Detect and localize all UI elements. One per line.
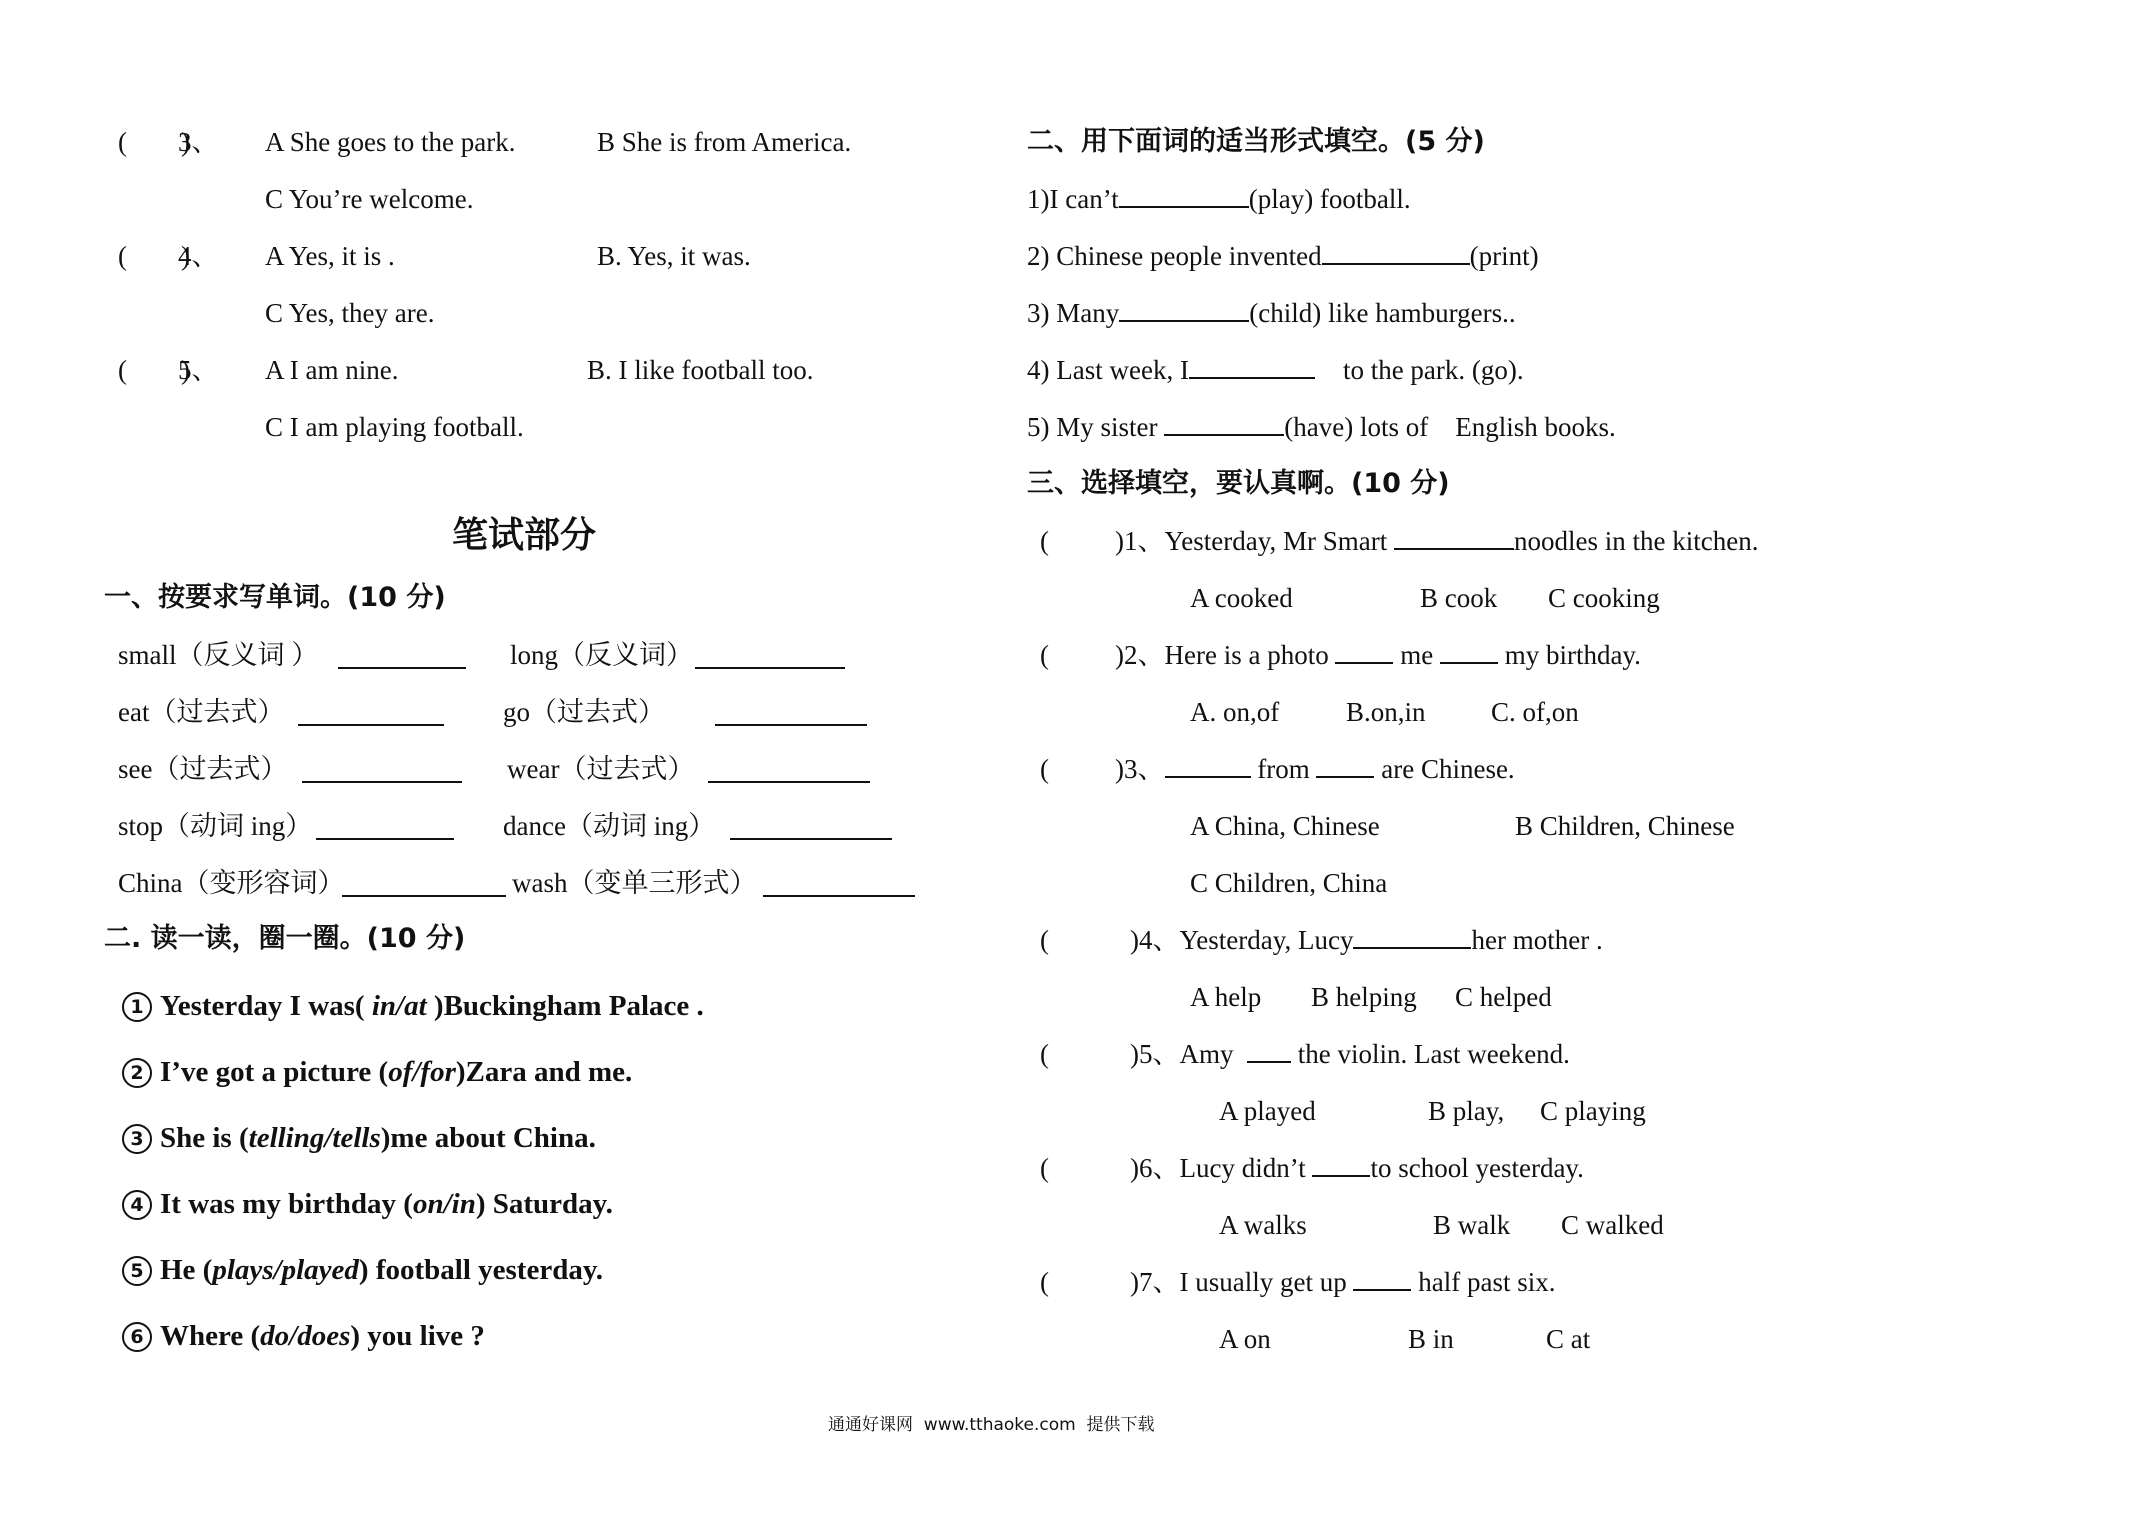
choice-options[interactable]: on/in bbox=[412, 1188, 476, 1220]
answer-blank[interactable] bbox=[763, 895, 915, 897]
option-b: B Children, Chinese bbox=[1515, 811, 1735, 841]
word-prompt: eat（过去式） bbox=[118, 697, 285, 727]
word-prompt: wash（变单三形式） bbox=[512, 868, 757, 898]
circle-item: 6 Where (do/does) you live ? bbox=[122, 1319, 485, 1353]
answer-paren[interactable]: ( bbox=[1040, 754, 1049, 784]
answer-blank[interactable] bbox=[1165, 754, 1251, 778]
fill-item: 1)I can’t (play) football. bbox=[1027, 184, 1411, 214]
option-a: A She goes to the park. bbox=[265, 127, 516, 157]
fill-heading: 二、用下面词的适当形式填空。(5 分) bbox=[1027, 126, 1485, 157]
answer-paren[interactable]: ( ) bbox=[118, 241, 190, 271]
number-circle: 1 bbox=[122, 992, 152, 1022]
choice-options[interactable]: in/at bbox=[371, 990, 427, 1022]
question-number: 3、 bbox=[178, 127, 219, 157]
option-b: B walk bbox=[1433, 1210, 1511, 1240]
word-prompt: see（过去式） bbox=[118, 754, 288, 784]
answer-paren[interactable]: ( bbox=[1040, 925, 1049, 955]
option-b: B. I like football too. bbox=[587, 355, 814, 385]
answer-blank[interactable] bbox=[1312, 1153, 1370, 1177]
choice-options[interactable]: plays/played bbox=[212, 1254, 359, 1286]
option-a: A cooked bbox=[1190, 583, 1293, 613]
fill-item: 3) Many (child) like hamburgers.. bbox=[1027, 298, 1516, 328]
choice-options[interactable]: telling/tells bbox=[248, 1122, 381, 1154]
option-a: A I am nine. bbox=[265, 355, 399, 385]
fill-item: 4) Last week, I to the park. (go). bbox=[1027, 355, 1524, 385]
option-c: C playing bbox=[1540, 1096, 1646, 1126]
number-circle: 2 bbox=[122, 1058, 152, 1088]
circle-item: 5 He (plays/played) football yesterday. bbox=[122, 1253, 603, 1287]
answer-blank[interactable] bbox=[1322, 241, 1470, 265]
option-c: C walked bbox=[1561, 1210, 1664, 1240]
word-prompt: small（反义词 ） bbox=[118, 640, 319, 670]
section-title: 笔试部分 bbox=[452, 515, 597, 556]
answer-paren[interactable]: ( ) bbox=[118, 127, 190, 157]
answer-blank[interactable] bbox=[1353, 1267, 1411, 1291]
answer-blank[interactable] bbox=[1247, 1039, 1291, 1063]
word-prompt: long（反义词） bbox=[510, 640, 694, 670]
option-c: C I am playing football. bbox=[265, 412, 524, 442]
footer-text: 通通好课网 www.tthaoke.com 提供下载 bbox=[828, 1415, 1155, 1435]
option-a: A help bbox=[1190, 982, 1262, 1012]
option-a: A China, Chinese bbox=[1190, 811, 1380, 841]
option-b: B in bbox=[1408, 1324, 1454, 1354]
choice-question: )5、Amy the violin. Last weekend. bbox=[1130, 1039, 1570, 1069]
option-b: B helping bbox=[1311, 982, 1417, 1012]
circle-item: 1 Yesterday I was( in/at )Buckingham Palace . bbox=[122, 989, 704, 1023]
answer-blank[interactable] bbox=[1119, 184, 1249, 208]
option-a: A played bbox=[1219, 1096, 1316, 1126]
option-c: C cooking bbox=[1548, 583, 1660, 613]
choice-question: )6、Lucy didn’t to school yesterday. bbox=[1130, 1153, 1584, 1183]
fill-item: 5) My sister (have) lots of English books. bbox=[1027, 412, 1616, 442]
fill-item: 2) Chinese people invented (print) bbox=[1027, 241, 1539, 271]
answer-blank[interactable] bbox=[708, 781, 870, 783]
option-b: B She is from America. bbox=[597, 127, 852, 157]
answer-blank[interactable] bbox=[695, 667, 845, 669]
option-c: C helped bbox=[1455, 982, 1552, 1012]
answer-blank[interactable] bbox=[302, 781, 462, 783]
option-b: B play, bbox=[1428, 1096, 1505, 1126]
circle-item: 2 I’ve got a picture (of/for)Zara and me. bbox=[122, 1055, 632, 1089]
answer-blank[interactable] bbox=[730, 838, 892, 840]
answer-blank[interactable] bbox=[342, 895, 506, 897]
choice-question: )2、Here is a photo me my birthday. bbox=[1115, 640, 1641, 670]
option-c: C You’re welcome. bbox=[265, 184, 474, 214]
answer-blank[interactable] bbox=[1353, 925, 1471, 949]
word-prompt: China（变形容词） bbox=[118, 868, 345, 898]
answer-paren[interactable]: ( bbox=[1040, 1153, 1049, 1183]
choice-question: )4、Yesterday, Lucy her mother . bbox=[1130, 925, 1603, 955]
choice-question: )3、 from are Chinese. bbox=[1115, 754, 1515, 784]
option-a: A on bbox=[1219, 1324, 1271, 1354]
option-b: B.on,in bbox=[1346, 697, 1426, 727]
option-a: A walks bbox=[1219, 1210, 1307, 1240]
choice-question: )7、I usually get up half past six. bbox=[1130, 1267, 1556, 1297]
answer-blank[interactable] bbox=[1335, 640, 1393, 664]
choice-options[interactable]: of/for bbox=[388, 1056, 456, 1088]
answer-blank[interactable] bbox=[715, 724, 867, 726]
number-circle: 6 bbox=[122, 1322, 152, 1352]
word-prompt: wear（过去式） bbox=[507, 754, 695, 784]
choice-options[interactable]: do/does bbox=[260, 1320, 351, 1352]
option-c: C at bbox=[1546, 1324, 1591, 1354]
answer-blank[interactable] bbox=[1164, 412, 1284, 436]
answer-paren[interactable]: ( bbox=[1040, 1267, 1049, 1297]
part1-heading: 一、按要求写单词。(10 分) bbox=[104, 582, 446, 613]
word-prompt: dance（动词 ing） bbox=[503, 811, 716, 841]
answer-blank[interactable] bbox=[1394, 526, 1514, 550]
answer-blank[interactable] bbox=[298, 724, 444, 726]
answer-blank[interactable] bbox=[1440, 640, 1498, 664]
answer-blank[interactable] bbox=[316, 838, 454, 840]
option-a: A Yes, it is . bbox=[265, 241, 395, 271]
answer-paren[interactable]: ( bbox=[1040, 526, 1049, 556]
part2-heading: 二. 读一读，圈一圈。(10 分) bbox=[104, 923, 466, 954]
answer-paren[interactable]: ( ) bbox=[118, 355, 190, 385]
option-c: C. of,on bbox=[1491, 697, 1579, 727]
word-prompt: go（过去式） bbox=[503, 697, 665, 727]
option-a: A. on,of bbox=[1190, 697, 1280, 727]
option-c: C Yes, they are. bbox=[265, 298, 435, 328]
answer-blank[interactable] bbox=[1119, 298, 1249, 322]
circle-item: 3 She is (telling/tells)me about China. bbox=[122, 1121, 596, 1155]
choice-question: )1、Yesterday, Mr Smart noodles in the kitchen. bbox=[1115, 526, 1759, 556]
number-circle: 4 bbox=[122, 1190, 152, 1220]
word-prompt: stop（动词 ing） bbox=[118, 811, 313, 841]
number-circle: 3 bbox=[122, 1124, 152, 1154]
option-b: B cook bbox=[1420, 583, 1498, 613]
number-circle: 5 bbox=[122, 1256, 152, 1286]
answer-paren[interactable]: ( bbox=[1040, 640, 1049, 670]
option-b: B. Yes, it was. bbox=[597, 241, 751, 271]
answer-blank[interactable] bbox=[338, 667, 466, 669]
choice-heading: 三、选择填空，要认真啊。(10 分) bbox=[1027, 468, 1450, 499]
option-c: C Children, China bbox=[1190, 868, 1388, 898]
circle-item: 4 It was my birthday (on/in) Saturday. bbox=[122, 1187, 613, 1221]
answer-blank[interactable] bbox=[1189, 355, 1315, 379]
answer-blank[interactable] bbox=[1316, 754, 1374, 778]
answer-paren[interactable]: ( bbox=[1040, 1039, 1049, 1069]
question-number: 4、 bbox=[178, 241, 219, 271]
question-number: 5、 bbox=[178, 355, 219, 385]
